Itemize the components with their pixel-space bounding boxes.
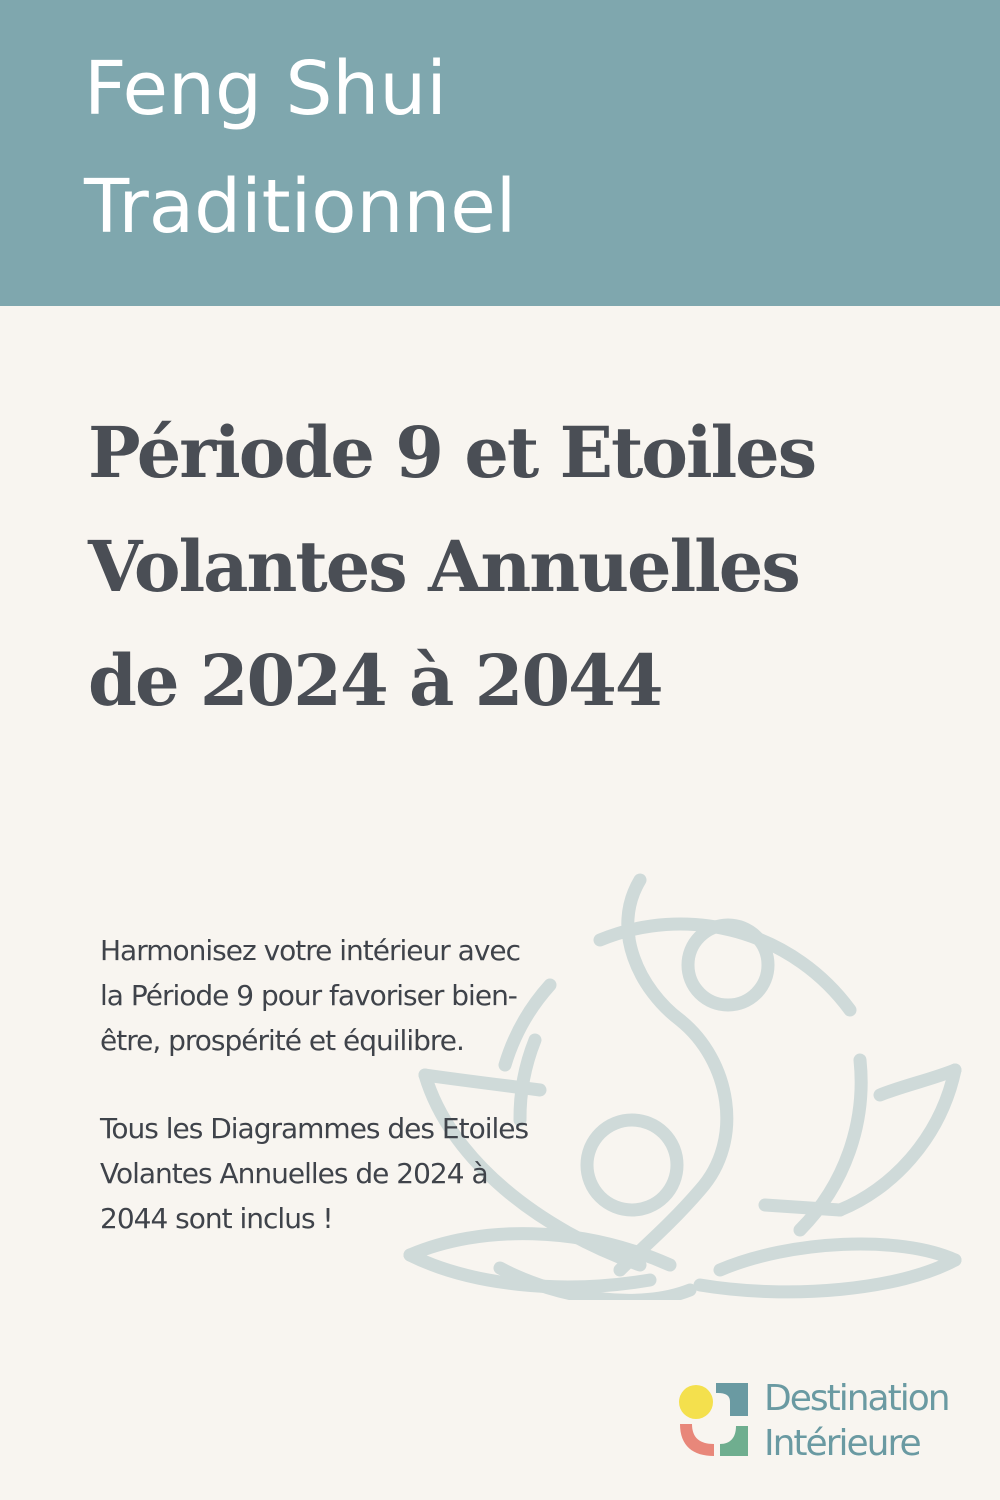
main-title-line-1: Période 9 et Etoiles [88,411,816,494]
yin-yang-lotus-icon [395,860,980,1300]
destination-interieure-logo-icon [676,1380,766,1460]
header-title-line-1: Feng Shui [84,46,447,132]
description-paragraph-2-line-3: 2044 sont inclus ! [100,1202,333,1235]
header-title-line-2: Traditionnel [84,164,517,250]
description-paragraph-2-line-2: Volantes Annuelles de 2024 à [100,1157,488,1190]
header-banner [0,0,1000,306]
description-paragraph-1-line-2: la Période 9 pour favoriser bien- [100,979,517,1012]
description-paragraph-2-line-1: Tous les Diagrammes des Etoiles [100,1112,529,1145]
description-paragraph-1-line-3: être, prospérité et équilibre. [100,1024,464,1057]
brand-name-line-1: Destination [764,1378,949,1419]
description-paragraph-1-line-1: Harmonisez votre intérieur avec [100,934,521,967]
main-title-line-3: de 2024 à 2044 [88,639,662,722]
brand-name-line-2: Intérieure [764,1423,920,1464]
main-title-line-2: Volantes Annuelles [88,525,799,608]
